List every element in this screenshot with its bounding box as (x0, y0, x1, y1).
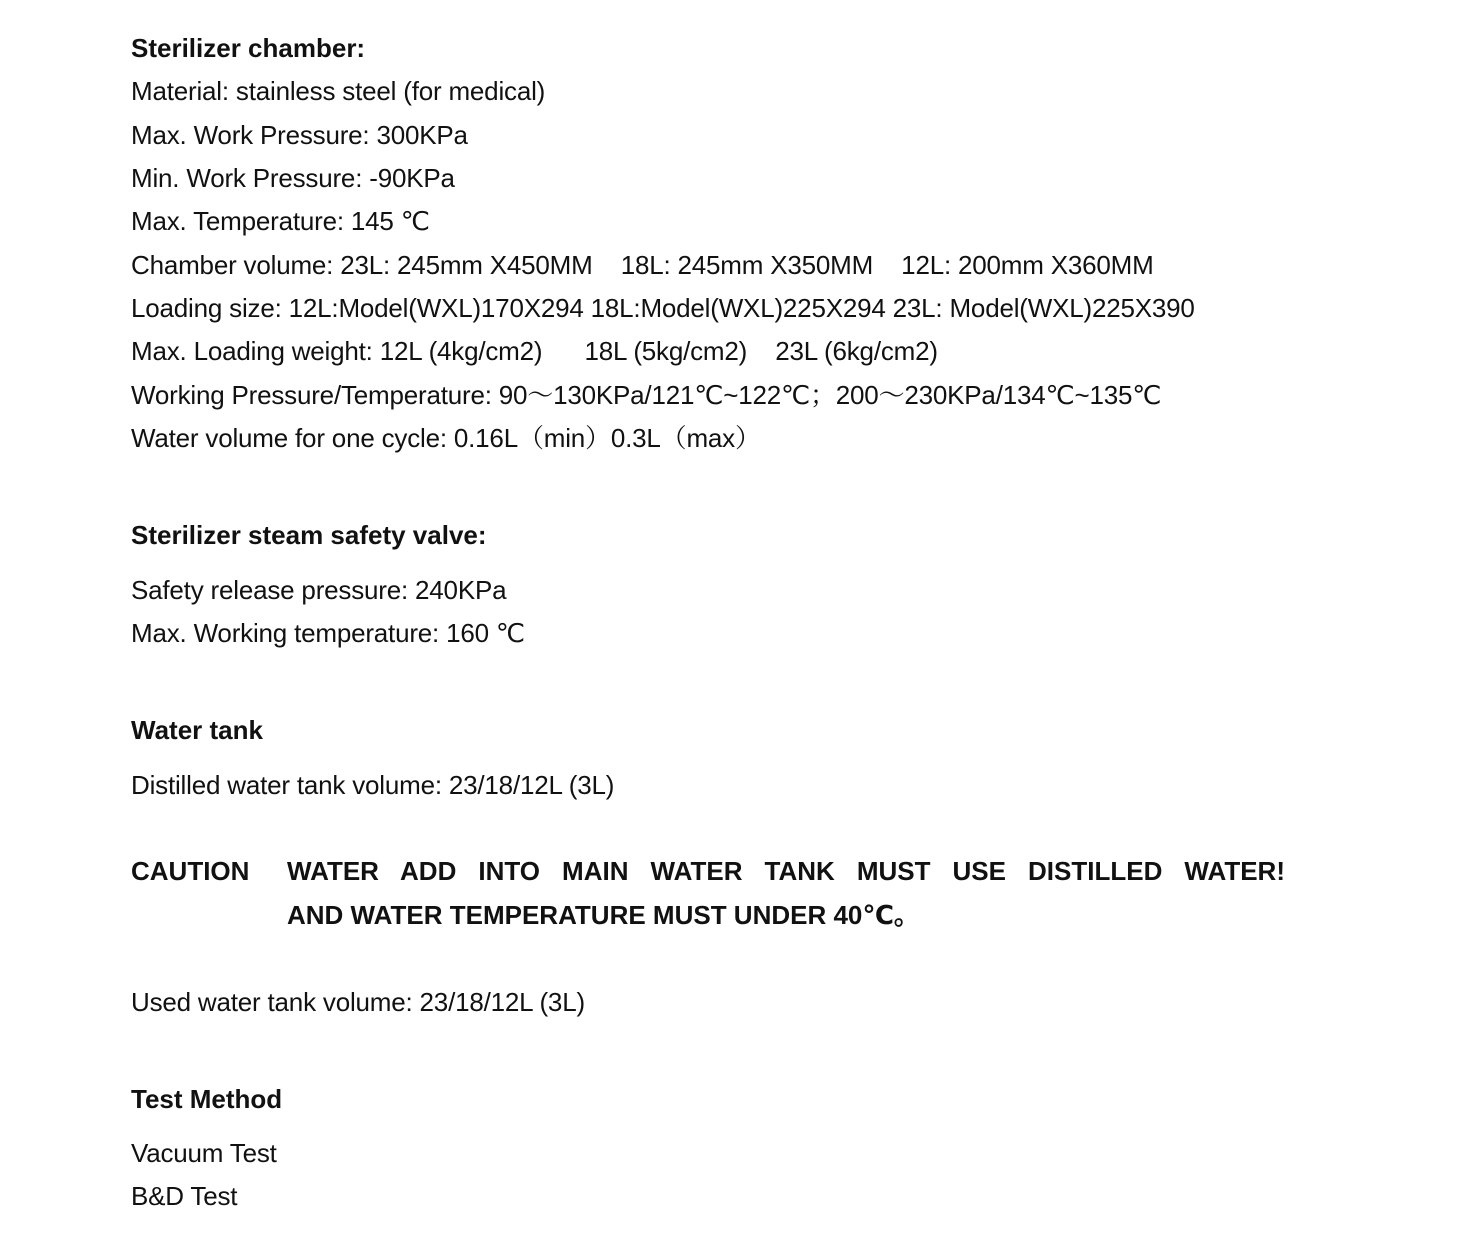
spec-min-work-pressure: Min. Work Pressure: -90KPa (131, 163, 455, 193)
caution-text-line-1: WATER ADD INTO MAIN WATER TANK MUST USE DISTILLED WATER! (287, 856, 1285, 886)
section-heading-test-method: Test Method (131, 1084, 283, 1114)
section-heading-water-tank: Water tank (131, 715, 263, 745)
spec-max-working-temperature: Max. Working temperature: 160 ℃ (131, 618, 525, 648)
test-bd: B&D Test (131, 1181, 238, 1211)
caution-label: CAUTION (131, 856, 250, 886)
spec-material: Material: stainless steel (for medical) (131, 76, 546, 106)
spec-used-tank-volume: Used water tank volume: 23/18/12L (3L) (131, 987, 585, 1017)
spec-water-volume-cycle: Water volume for one cycle: 0.16L（min）0.3L（max） (131, 423, 761, 453)
spec-safety-release-pressure: Safety release pressure: 240KPa (131, 575, 507, 605)
spec-max-loading-weight: Max. Loading weight: 12L (4kg/cm2) 18L (5kg/cm2) 23L (6kg/cm2) (131, 336, 938, 366)
spec-distilled-tank-volume: Distilled water tank volume: 23/18/12L (3L) (131, 770, 615, 800)
spec-max-work-pressure: Max. Work Pressure: 300KPa (131, 120, 468, 150)
section-heading-safety-valve: Sterilizer steam safety valve: (131, 520, 487, 550)
caution-text-line-2: AND WATER TEMPERATURE MUST UNDER 40℃。 (287, 900, 920, 930)
spec-working-pressure-temperature: Working Pressure/Temperature: 90～130KPa/121℃~122℃；200～230KPa/134℃~135℃ (131, 380, 1162, 410)
spec-loading-size: Loading size: 12L:Model(WXL)170X294 18L:Model(WXL)225X294 23L: Model(WXL)225X390 (131, 293, 1195, 323)
test-vacuum: Vacuum Test (131, 1138, 277, 1168)
spec-chamber-volume: Chamber volume: 23L: 245mm X450MM 18L: 245mm X350MM 12L: 200mm X360MM (131, 250, 1154, 280)
section-heading-chamber: Sterilizer chamber: (131, 33, 366, 63)
spec-max-temperature: Max. Temperature: 145 ℃ (131, 206, 430, 236)
